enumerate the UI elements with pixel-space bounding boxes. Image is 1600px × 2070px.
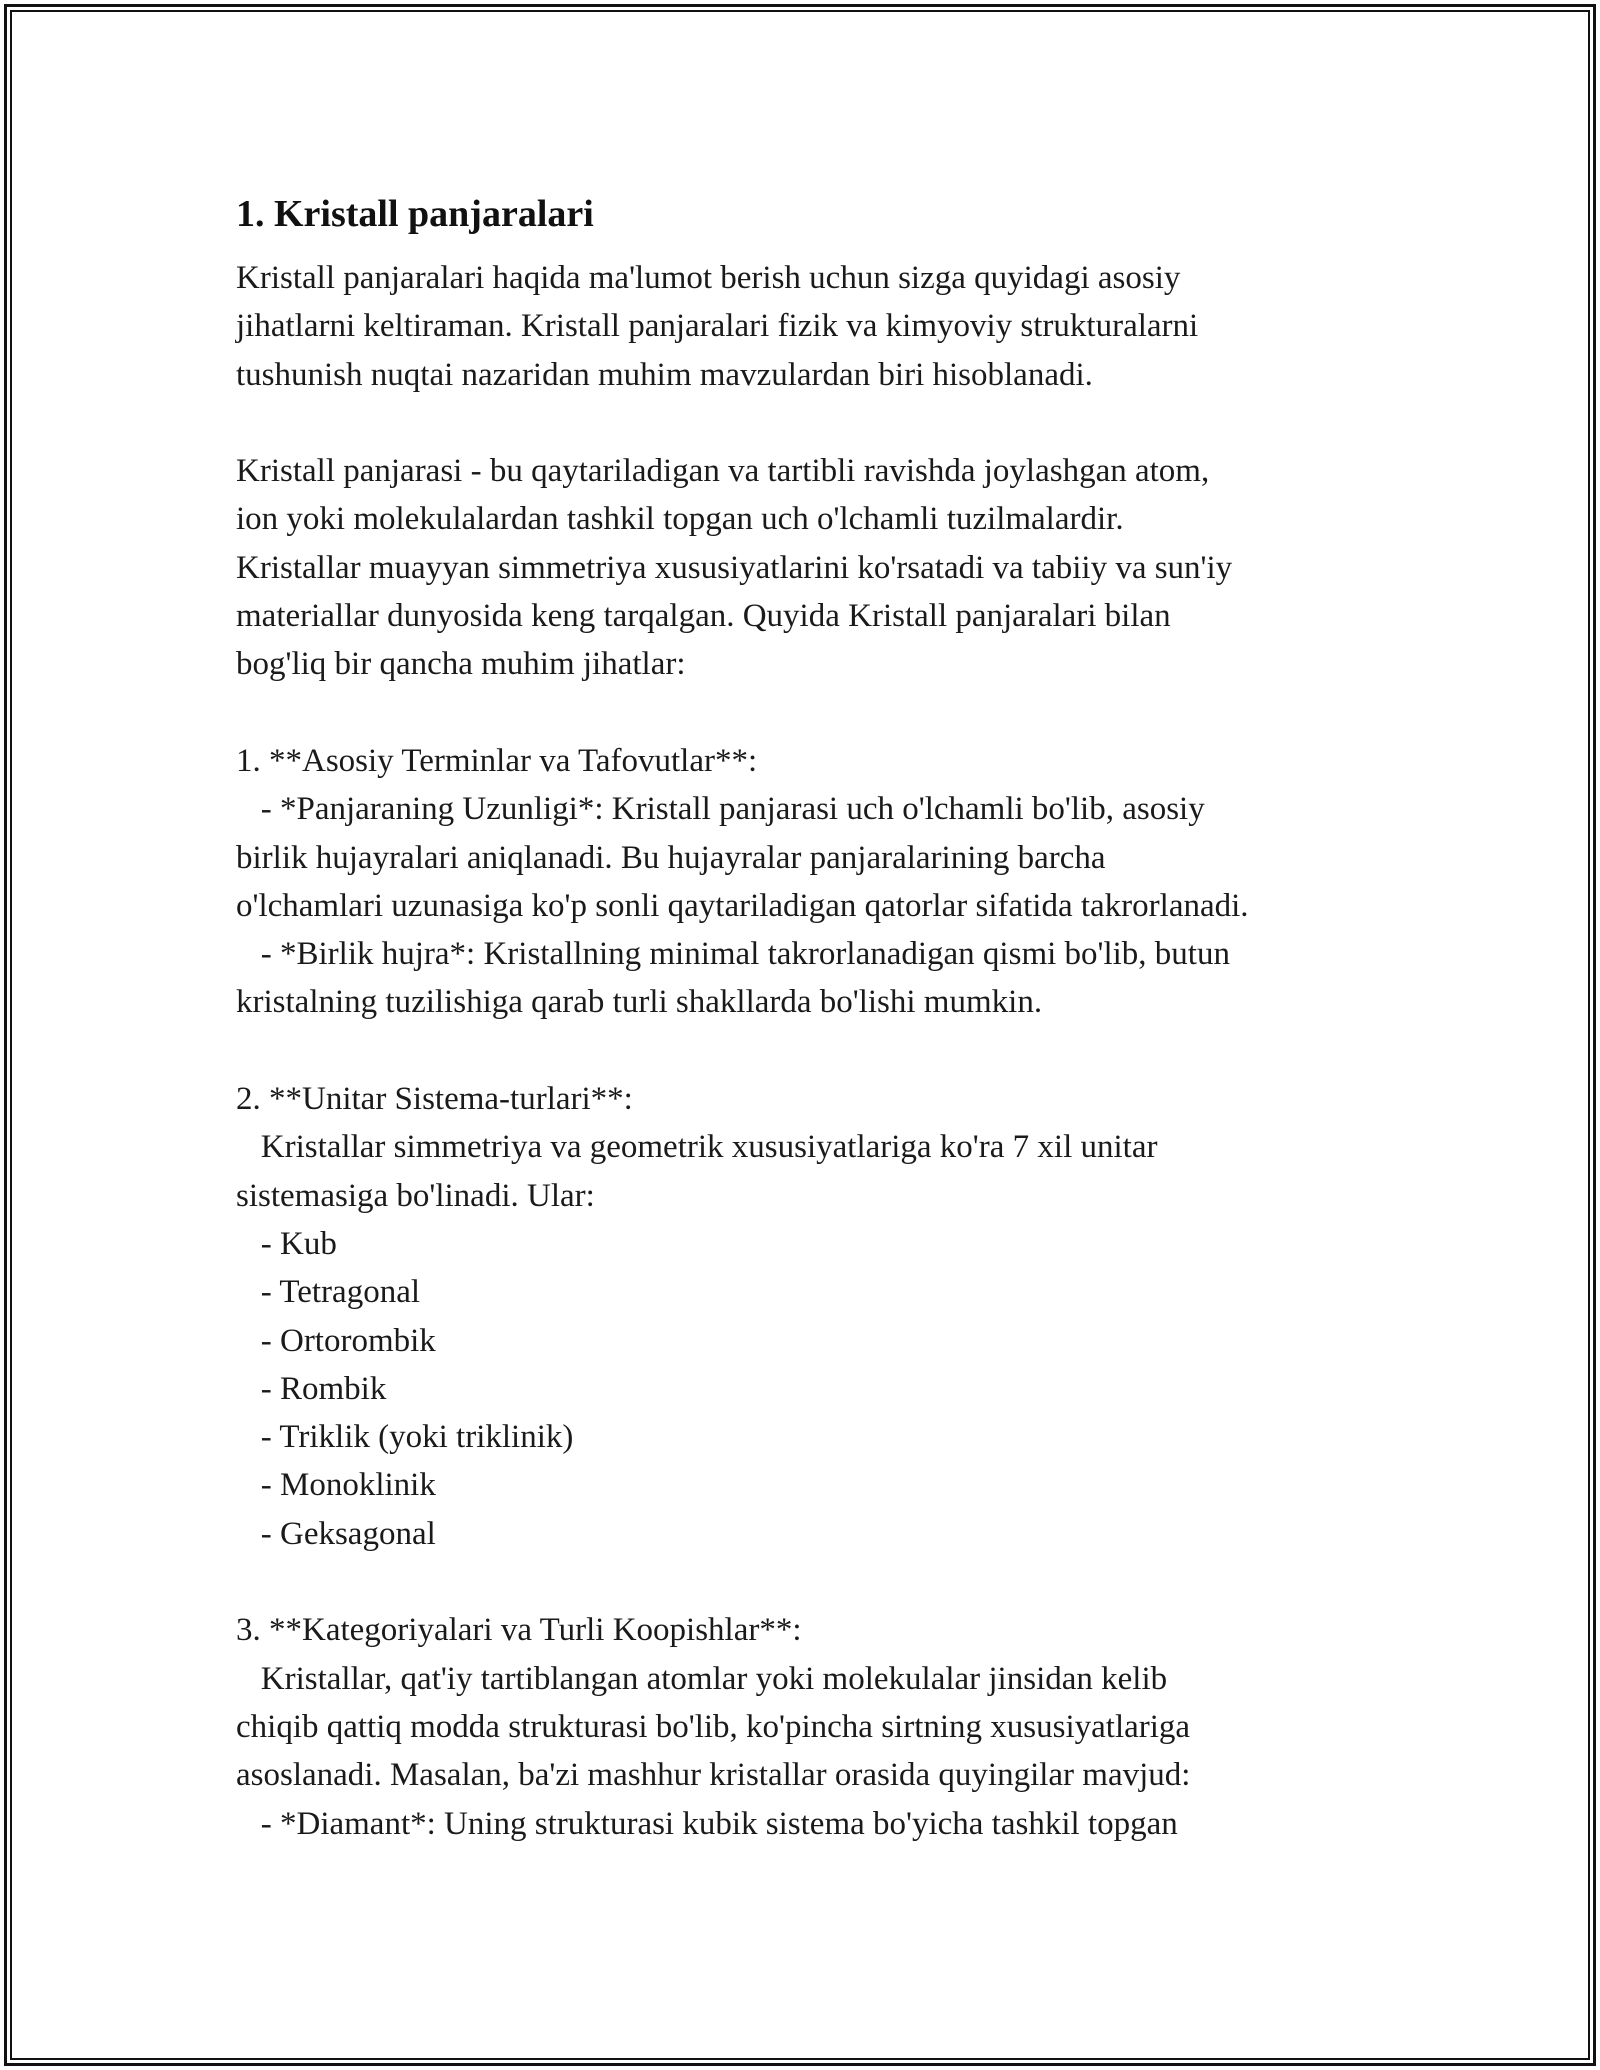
document-body [236,254,1386,1848]
text-line: - *Diamant*: Uning strukturasi kubik sistema bo'yicha tashkil topgan [236,1805,1178,1842]
text-line: - Ortorombik [236,1322,436,1359]
text-line: 1. **Asosiy Terminlar va Tafovutlar**: [236,742,758,779]
blank-line [236,689,1386,737]
text-line: Kristall panjaralari haqida ma'lumot berish uchun sizga quyidagi asosiy [236,260,1181,296]
text-line: jihatlarni keltiraman. Kristall panjaralari fizik va kimyoviy strukturalarni [236,308,1199,345]
text-line: asoslanadi. Masalan, ba'zi mashhur kristallar orasida quyingilar mavjud: [236,1757,1191,1794]
text-line: bog'liq bir qancha muhim jihatlar: [236,646,686,683]
text-line: o'lchamlari uzunasiga ko'p sonli qaytariladigan qatorlar sifatida takrorlanadi. [236,887,1249,924]
text-line: materiallar dunyosida keng tarqalgan. Quyida Kristall panjaralari bilan [236,598,1171,635]
document-page [236,186,1386,1848]
text-line: kristalning tuzilishiga qarab turli shakllarda bo'lishi mumkin. [236,984,1043,1021]
text-line: - Triklik (yoki triklinik) [236,1419,574,1456]
text-line: tushunish nuqtai nazaridan muhim mavzulardan biri hisoblanadi. [236,356,1093,393]
text-line: sistemasiga bo'linadi. Ular: [236,1177,595,1214]
text-line: - Rombik [236,1370,387,1407]
text-line: chiqib qattiq modda strukturasi bo'lib, ko'pincha sirtning xususiyatlariga [236,1708,1191,1745]
document-title: 1. Kristall panjaralari [236,193,594,235]
text-line: Kristall panjarasi - bu qaytariladigan va tartibli ravishda joylashgan atom, [236,453,1210,490]
blank-line [236,399,1386,447]
blank-line [236,1558,1386,1606]
text-line: Kristallar, qat'iy tartiblangan atomlar yoki molekulalar jinsidan kelib [236,1660,1168,1697]
blank-line [236,1027,1386,1075]
text-line: - *Birlik hujra*: Kristallning minimal takrorlanadigan qismi bo'lib, butun [236,936,1230,973]
text-line: Kristallar muayyan simmetriya xususiyatlarini ko'rsatadi va tabiiy va sun'iy [236,549,1233,586]
text-line: ion yoki molekulalardan tashkil topgan uch o'lchamli tuzilmalardir. [236,501,1124,538]
text-line: - Geksagonal [236,1515,436,1552]
text-line: - Tetragonal [236,1274,421,1311]
text-line: - Monoklinik [236,1467,436,1504]
text-line: 3. **Kategoriyalari va Turli Koopishlar**: [236,1612,802,1649]
text-line: Kristallar simmetriya va geometrik xususiyatlariga ko'ra 7 xil unitar [236,1129,1158,1166]
text-line: birlik hujayralari aniqlanadi. Bu hujayralar panjaralarining barcha [236,839,1106,876]
text-line: - Kub [236,1225,337,1262]
text-line: 2. **Unitar Sistema-turlari**: [236,1081,633,1118]
text-line: - *Panjaraning Uzunligi*: Kristall panjarasi uch o'lchamli bo'lib, asosiy [236,791,1205,828]
